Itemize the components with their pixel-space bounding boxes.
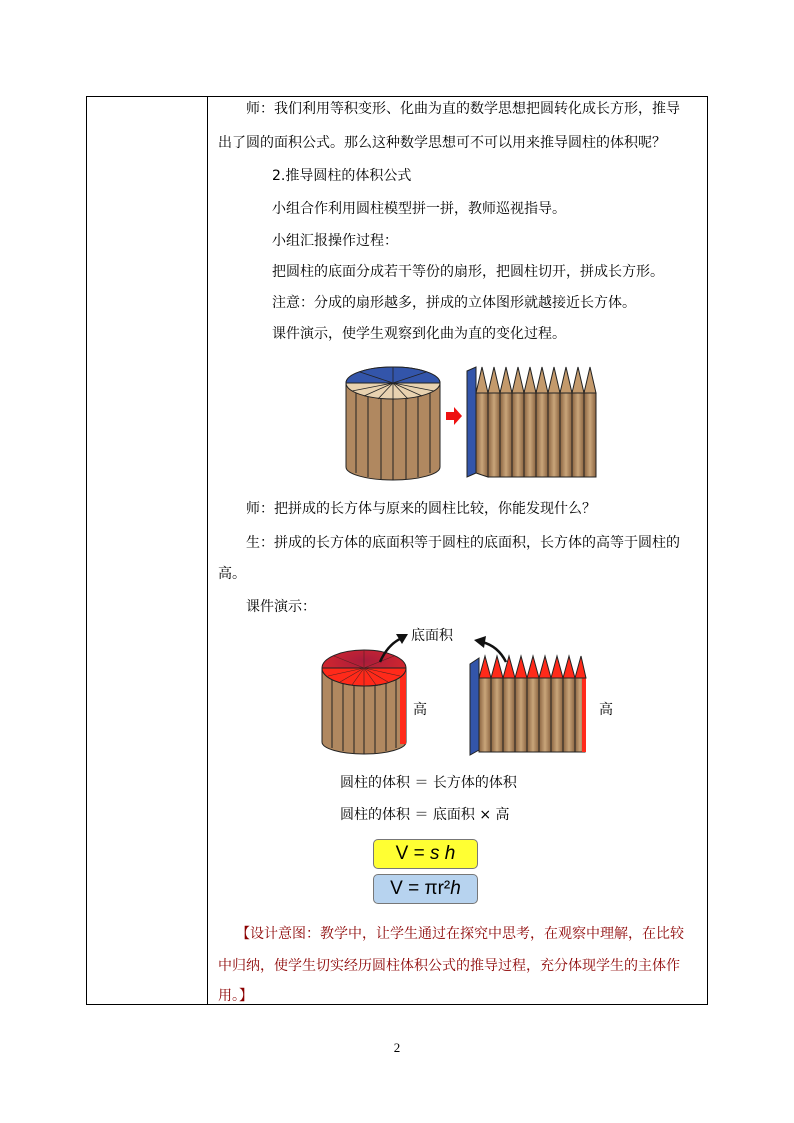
page-number: 2	[393, 1040, 401, 1055]
transform-arrow-icon	[446, 407, 462, 425]
section-heading: 2.推导圆柱的体积公式	[272, 168, 412, 184]
label-base-area: 底面积	[411, 628, 453, 644]
label-height-left: 高	[413, 702, 427, 718]
design-intent-line-1: 【设计意图：教学中，让学生通过在探究中思考，在观察中理解，在比较	[236, 926, 684, 942]
paragraph-teacher-question: 师：把拼成的长方体与原来的圆柱比较，你能发现什么？	[246, 501, 596, 517]
formula-v-sh-var: s h	[429, 843, 456, 864]
paragraph-cut-cylinder: 把圆柱的底面分成若干等份的扇形，把圆柱切开，拼成长方形。	[272, 264, 664, 280]
cuboid-model	[467, 367, 596, 477]
formula-v-sh-prefix: V =	[395, 843, 430, 864]
design-intent-line-2: 中归纳，使学生切实经历圆柱体积公式的推导过程，充分体现学生的主体作	[218, 958, 680, 974]
figure-cylinder-to-cuboid	[340, 355, 610, 485]
formula-v-pi-r2-var: h	[450, 878, 461, 899]
paragraph-group-report: 小组汇报操作过程：	[272, 233, 398, 249]
paragraph-student-answer-1: 生：拼成的长方体的底面积等于圆柱的底面积，长方体的高等于圆柱的	[246, 535, 680, 551]
paragraph-demo-2: 课件演示：	[246, 599, 316, 615]
cylinder-model	[346, 367, 440, 480]
paragraph-group-work: 小组合作利用圆柱模型拼一拼，教师巡视指导。	[272, 201, 566, 217]
cuboid-red-top	[470, 656, 586, 755]
table-column-divider	[207, 97, 208, 1004]
equation-volume-equal: 圆柱的体积 ＝ 长方体的体积	[340, 775, 517, 791]
cylinder-red-base	[322, 650, 406, 754]
formula-v-sh	[373, 839, 478, 869]
paragraph-student-answer-2: 高。	[218, 566, 246, 582]
label-height-right: 高	[599, 702, 613, 718]
design-intent-line-3: 用。】	[218, 988, 253, 1004]
paragraph-teacher-intro-1: 师：我们利用等积变形、化曲为直的数学思想把圆转化成长方形，推导	[246, 101, 680, 117]
formula-v-pi-r2-prefix: V = πr²	[390, 878, 451, 899]
paragraph-teacher-intro-2: 出了圆的面积公式。那么这种数学思想可不可以用来推导圆柱的体积呢？	[218, 135, 666, 151]
paragraph-note: 注意：分成的扇形越多，拼成的立体图形就越接近长方体。	[272, 295, 636, 311]
figure-base-area-height	[316, 624, 626, 759]
equation-volume-base-height: 圆柱的体积 ＝ 底面积 × 高	[340, 807, 510, 823]
formula-v-pi-r2-h	[373, 874, 478, 904]
paragraph-demo-1: 课件演示，使学生观察到化曲为直的变化过程。	[272, 326, 566, 342]
